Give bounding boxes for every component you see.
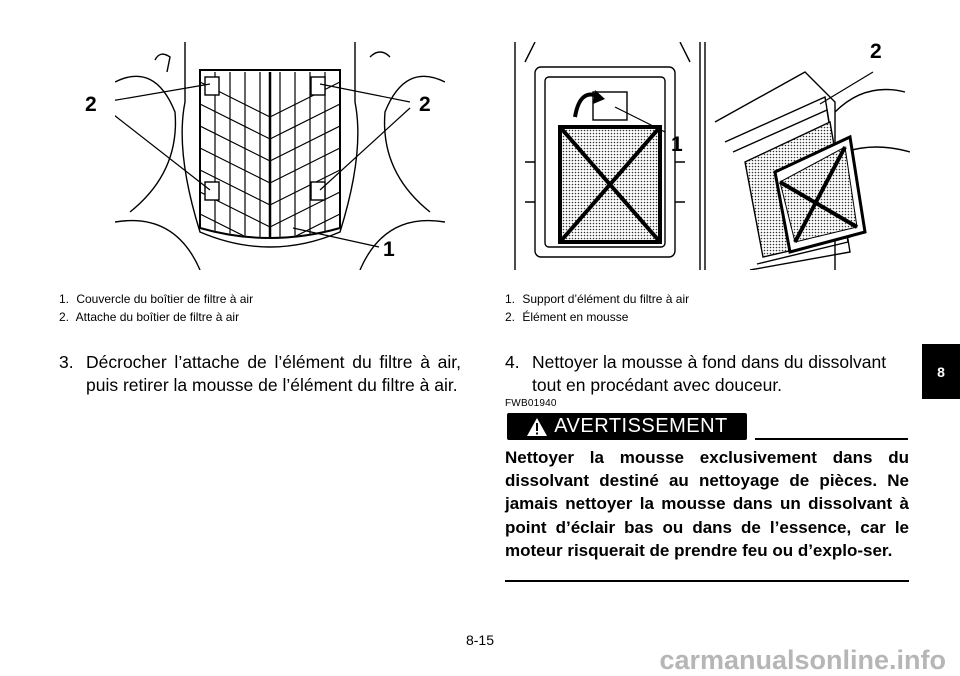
caption-right [505, 290, 689, 326]
callout-left-2b: 2 [419, 93, 431, 116]
caption-item: 2. Élément en mousse [505, 310, 629, 324]
callout-left-1: 1 [383, 238, 395, 261]
warning-bottom-rule [505, 580, 909, 582]
callout-right-2: 2 [870, 40, 882, 63]
caption-item: 1. Couvercle du boîtier de filtre à air [59, 292, 254, 306]
page-number: 8-15 [465, 632, 495, 648]
step-text: Décrocher l’attache de l’élément du filtre à air, puis retirer la mousse de l’élément du filtre à air. [86, 352, 461, 395]
step-4 [505, 351, 910, 397]
warning-title: AVERTISSEMENT [554, 415, 728, 437]
warning-text: Nettoyer la mousse exclusivement dans du dissolvant destiné au nettoyage de pièces. Ne jamais nettoyer la mousse dans un dissolvant à point d’éclair bas ou dans de l’essence, car le moteur risquerait de prendre feu ou d’explo-ser. [505, 448, 909, 560]
warning-triangle-icon [526, 417, 548, 437]
caption-item: 1. Support d’élément du filtre à air [505, 292, 690, 306]
warning-code: FWB01940 [505, 398, 557, 409]
step-number: 4. [505, 352, 520, 372]
figure-air-filter-element [505, 42, 910, 270]
watermark: carmanualsonline.info [659, 645, 946, 675]
chapter-tab: 8 [922, 344, 960, 399]
caption-item: 2. Attache du boîtier de filtre à air [59, 310, 240, 324]
figure-air-filter-cover [115, 42, 445, 270]
warning-banner [507, 413, 747, 440]
callout-left-2a: 2 [85, 93, 97, 116]
caption-left [59, 290, 253, 326]
callout-right-1: 1 [671, 133, 683, 156]
step-number: 3. [59, 352, 74, 372]
step-3 [59, 351, 461, 397]
step-text: Nettoyer la mousse à fond dans du dissolvant tout en procédant avec douceur. [532, 352, 887, 395]
warning-rule [755, 438, 908, 440]
